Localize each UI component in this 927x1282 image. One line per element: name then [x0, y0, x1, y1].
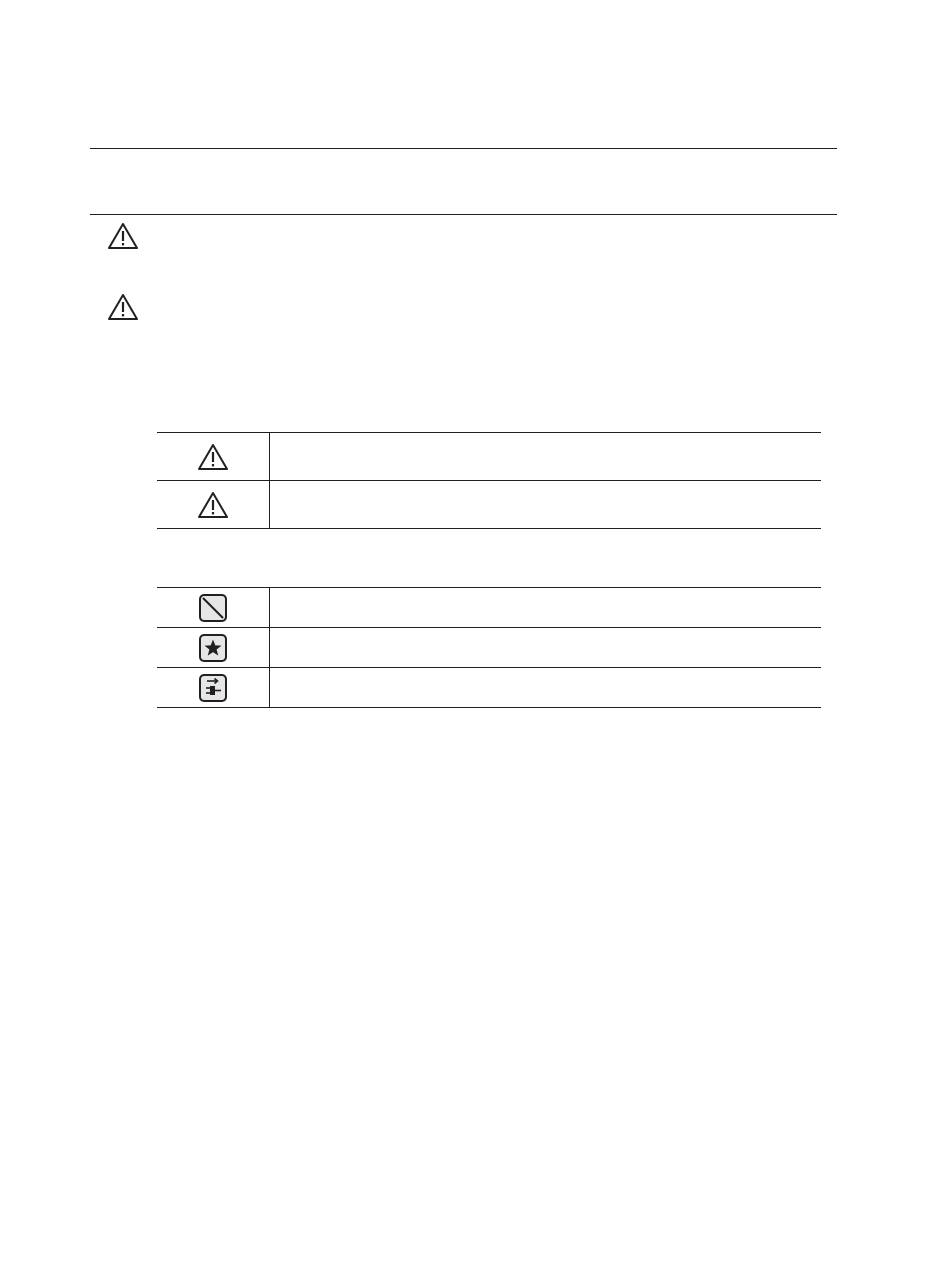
- header-top-rule: [90, 148, 837, 149]
- warning-symbols-table: [157, 432, 821, 529]
- symbol-cell: [157, 481, 270, 529]
- other-symbols-table: [157, 587, 821, 708]
- symbol-cell: [157, 433, 270, 481]
- symbol-description: [270, 588, 822, 628]
- table-row: [157, 588, 821, 628]
- header-bottom-rule: [90, 214, 837, 215]
- important-star-icon: [198, 639, 228, 656]
- table-row: [157, 668, 821, 708]
- symbol-cell: [157, 628, 270, 668]
- prohibited-icon: [198, 599, 228, 616]
- table-row: [157, 628, 821, 668]
- symbol-cell: [157, 668, 270, 708]
- table-row: [157, 481, 821, 529]
- unplug-power-icon: [198, 679, 228, 696]
- warning-triangle-icon: [106, 221, 140, 251]
- caution-triangle-icon: [106, 292, 140, 322]
- symbol-cell: [157, 588, 270, 628]
- table-row: [157, 433, 821, 481]
- symbol-description: [270, 628, 822, 668]
- symbol-description: [270, 433, 822, 481]
- caution-triangle-icon: [196, 496, 230, 513]
- symbol-description: [270, 668, 822, 708]
- symbol-description: [270, 481, 822, 529]
- warning-triangle-icon: [196, 448, 230, 465]
